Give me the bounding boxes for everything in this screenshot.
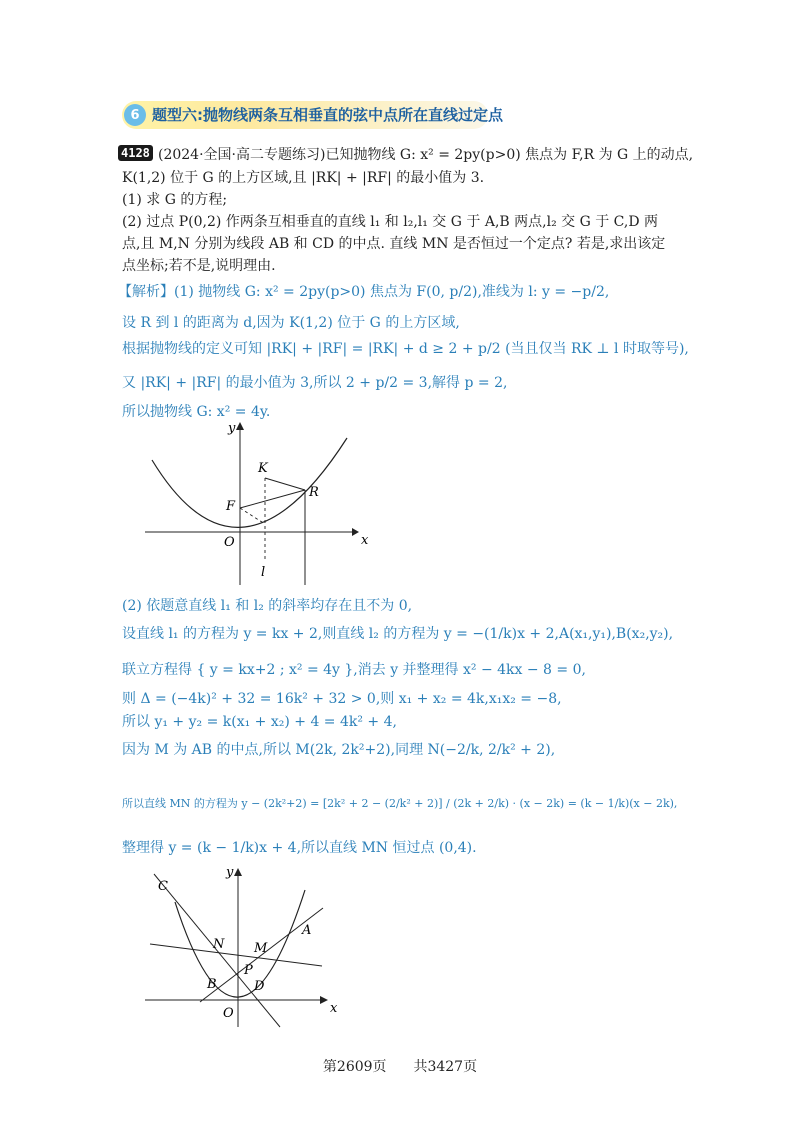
solution-line-6: (2) 依题意直线 l₁ 和 l₂ 的斜率均存在且不为 0, — [122, 598, 413, 614]
problem-line-1: (2024·全国·高二专题练习)已知抛物线 G: x² = 2py(p>0) 焦点为 F,R 为 G 上的动点, — [158, 147, 694, 163]
section-number-badge: 6 — [124, 104, 146, 126]
figure-parabola-focus — [140, 420, 369, 585]
problem-line-6: 点坐标;若不是,说明理由. — [122, 258, 276, 274]
label-c: C — [158, 879, 168, 894]
solution-line-13: 整理得 y = (k − 1/k)x + 4,所以直线 MN 恒过点 (0,4). — [122, 840, 477, 856]
parabola-curve — [175, 890, 305, 997]
x-axis-arrow — [352, 528, 359, 536]
problem-line-5: 点,且 M,N 分别为线段 AB 和 CD 的中点. 直线 MN 是否恒过一个定点? 若是,求出该定 — [122, 236, 666, 252]
y-axis-arrow — [234, 868, 242, 876]
parabola-curve — [152, 438, 347, 527]
y-axis-arrow — [236, 422, 244, 430]
page-total: 共3427页 — [413, 1059, 478, 1075]
solution-line-7: 设直线 l₁ 的方程为 y = kx + 2,则直线 l₂ 的方程为 y = −(1/k)x + 2,A(x₁,y₁),B(x₂,y₂), — [122, 626, 674, 642]
problem-line-4: (2) 过点 P(0,2) 作两条互相垂直的直线 l₁ 和 l₂,l₁ 交 G 于 A,B 两点,l₂ 交 G 于 C,D 两 — [122, 214, 659, 230]
solution-line-5: 所以抛物线 G: x² = 4y. — [122, 404, 271, 420]
label-n: N — [213, 937, 225, 952]
page-number: 第2609页 — [322, 1059, 387, 1075]
solution-line-12: 所以直线 MN 的方程为 y − (2k²+2) = [2k² + 2 − (2/k² + 2)] / (2k + 2/k) · (x − 2k) = (k − 1/k)(x − 2k), — [122, 797, 678, 810]
solution-line-1: 【解析】(1) 抛物线 G: x² = 2py(p>0) 焦点为 F(0, p/2),准线为 l: y = −p/2, — [118, 284, 610, 300]
label-p: P — [244, 963, 253, 978]
label-m: M — [254, 941, 268, 956]
solution-line-3: 根据抛物线的定义可知 |RK| + |RF| = |RK| + d ≥ 2 + p/2 (当且仅当 RK ⊥ l 时取等号), — [122, 341, 689, 357]
label-d: D — [254, 979, 265, 994]
problem-line-2: K(1,2) 位于 G 的上方区域,且 |RK| + |RF| 的最小值为 3. — [122, 170, 485, 186]
label-x: x — [330, 1001, 338, 1016]
label-a: A — [302, 923, 312, 938]
solution-line-2: 设 R 到 l 的距离为 d,因为 K(1,2) 位于 G 的上方区域, — [122, 315, 460, 331]
dashed-f-segment — [240, 508, 265, 524]
solution-line-8: 联立方程得 { y = kx+2 ; x² = 4y },消去 y 并整理得 x² − 4kx − 8 = 0, — [122, 662, 586, 678]
label-f: F — [226, 499, 236, 514]
problem-line-3: (1) 求 G 的方程; — [122, 192, 228, 208]
solution-line-10: 所以 y₁ + y₂ = k(x₁ + x₂) + 4 = 4k² + 4, — [122, 714, 397, 730]
label-y: y — [228, 421, 236, 436]
label-r: R — [309, 485, 319, 500]
solution-line-4: 又 |RK| + |RF| 的最小值为 3,所以 2 + p/2 = 3,解得 p = 2, — [122, 375, 508, 391]
solution-line-11: 因为 M 为 AB 的中点,所以 M(2k, 2k²+2),同理 N(−2/k, 2/k² + 2), — [122, 742, 556, 758]
figure-perpendicular-chords — [140, 862, 340, 1027]
section-title: 题型六:抛物线两条互相垂直的弦中点所在直线过定点 — [152, 106, 504, 124]
segment-fr — [240, 490, 305, 508]
x-axis-arrow — [320, 996, 328, 1004]
solution-line-9: 则 Δ = (−4k)² + 32 = 16k² + 32 > 0,则 x₁ + x₂ = 4k,x₁x₂ = −8, — [122, 691, 562, 707]
label-x: x — [361, 533, 369, 548]
problem-id-badge: 4128 — [118, 145, 153, 161]
label-o: O — [223, 1006, 234, 1021]
label-k: K — [258, 461, 268, 476]
label-o: O — [224, 535, 235, 550]
label-b: B — [207, 977, 217, 992]
line-mn — [150, 944, 322, 966]
page-footer — [0, 1056, 800, 1076]
segment-kr — [265, 478, 305, 490]
label-l: l — [261, 565, 266, 580]
label-y: y — [226, 865, 234, 880]
